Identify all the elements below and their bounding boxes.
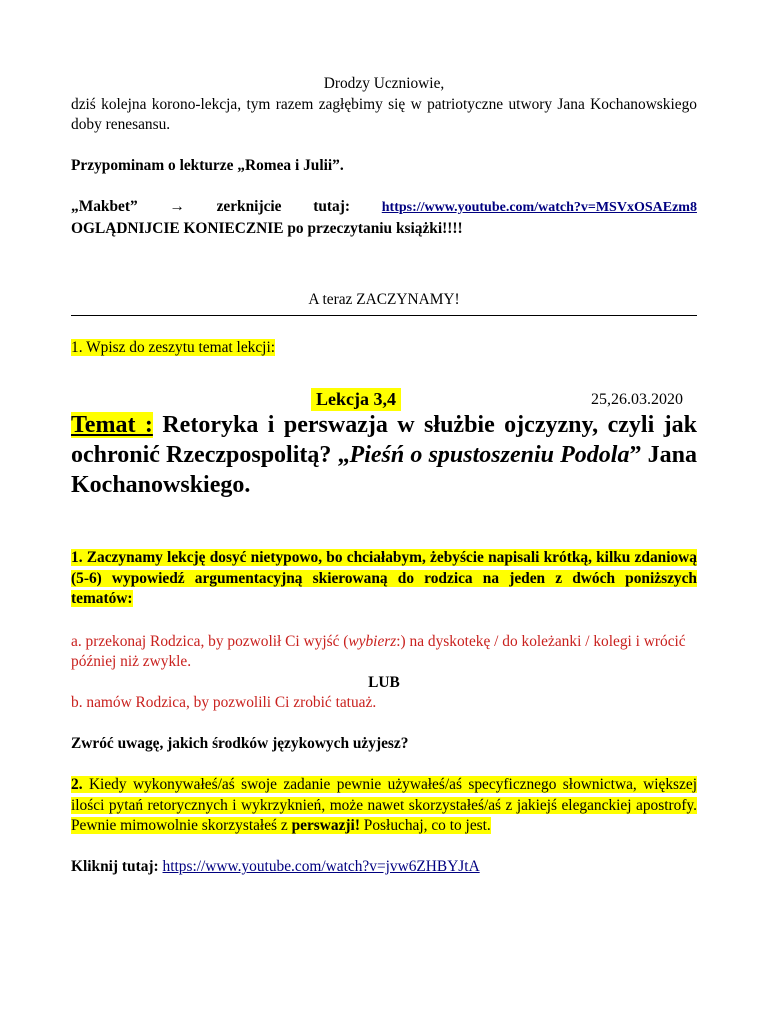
- makbet-text: zerknijcie tutaj:: [216, 198, 351, 215]
- or-separator: LUB: [368, 673, 400, 691]
- poem-title: Pieśń o spustoszeniu Podola: [349, 442, 630, 468]
- task1-intro: 1. Wpisz do zeszytu temat lekcji:: [71, 338, 276, 356]
- makbet-video-link[interactable]: https://www.youtube.com/watch?v=MSVxOSAEzm8: [381, 200, 697, 215]
- intro-paragraph: dziś kolejna korono-lekcja, tym razem zagłębimy się w patriotyczne utwory Jana Kochanowskiego doby renesansu.: [71, 95, 697, 133]
- question: Zwróć uwagę, jakich środków językowych użyjesz?: [71, 735, 409, 752]
- lesson-row: [71, 388, 697, 412]
- exercise-2: 2. Kiedy wykonywałeś/aś swoje zadanie pewnie używałeś/aś specyficznego słownictwa, większej ilości pytań retorycznych i wykrzyknień, może nawet skorzystałeś/aś z jakiejś eleganckiej apostrofy. Pewnie mimowolnie skorzystałeś z perswazji! Posłuchaj, co to jest.: [71, 776, 697, 834]
- makbet-note: OGLĄDNIJCIE KONIECZNIE po przeczytaniu książki!!!!: [71, 219, 463, 237]
- perswazja-video-link[interactable]: https://www.youtube.com/watch?v=jvw6ZHBYJtA: [162, 858, 480, 875]
- greeting: Drodzy Uczniowie,: [323, 75, 445, 92]
- makbet-line: [71, 197, 697, 219]
- option-a: a. przekonaj Rodzica, by pozwolił Ci wyjść (wybierz:) na dyskotekę / do koleżanki / kolegi i wrócić później niż zwykle.: [71, 632, 686, 670]
- click-label: Kliknij tutaj:: [71, 858, 159, 875]
- start-heading: A teraz ZACZYNAMY!: [308, 291, 460, 308]
- option-b: b. namów Rodzica, by pozwolili Ci zrobić tatuaż.: [71, 694, 377, 711]
- reading-reminder: Przypominam o lekturze „Romea i Julii”.: [71, 157, 344, 174]
- arrow-icon: →: [169, 198, 185, 215]
- document-body: [71, 74, 697, 878]
- click-line: [71, 857, 697, 878]
- topic-label: Temat :: [71, 412, 153, 438]
- lesson-date: 25,26.03.2020: [591, 391, 683, 408]
- lesson-number: Lekcja 3,4: [311, 388, 401, 411]
- makbet-label: „Makbet”: [71, 198, 138, 215]
- exercise-1: 1. Zaczynamy lekcję dosyć nietypowo, bo chciałabym, żebyście napisali krótką, kilku zdaniową (5-6) wypowiedź argumentacyjną skierowaną do rodzica na jeden z dwóch poniższych tematów:: [71, 549, 697, 607]
- lesson-topic: Temat : Retoryka i perswazja w służbie ojczyzny, czyli jak ochronić Rzeczpospolitą? „Pieśń o spustoszeniu Podola” Jana Kochanowskiego.: [71, 412, 698, 498]
